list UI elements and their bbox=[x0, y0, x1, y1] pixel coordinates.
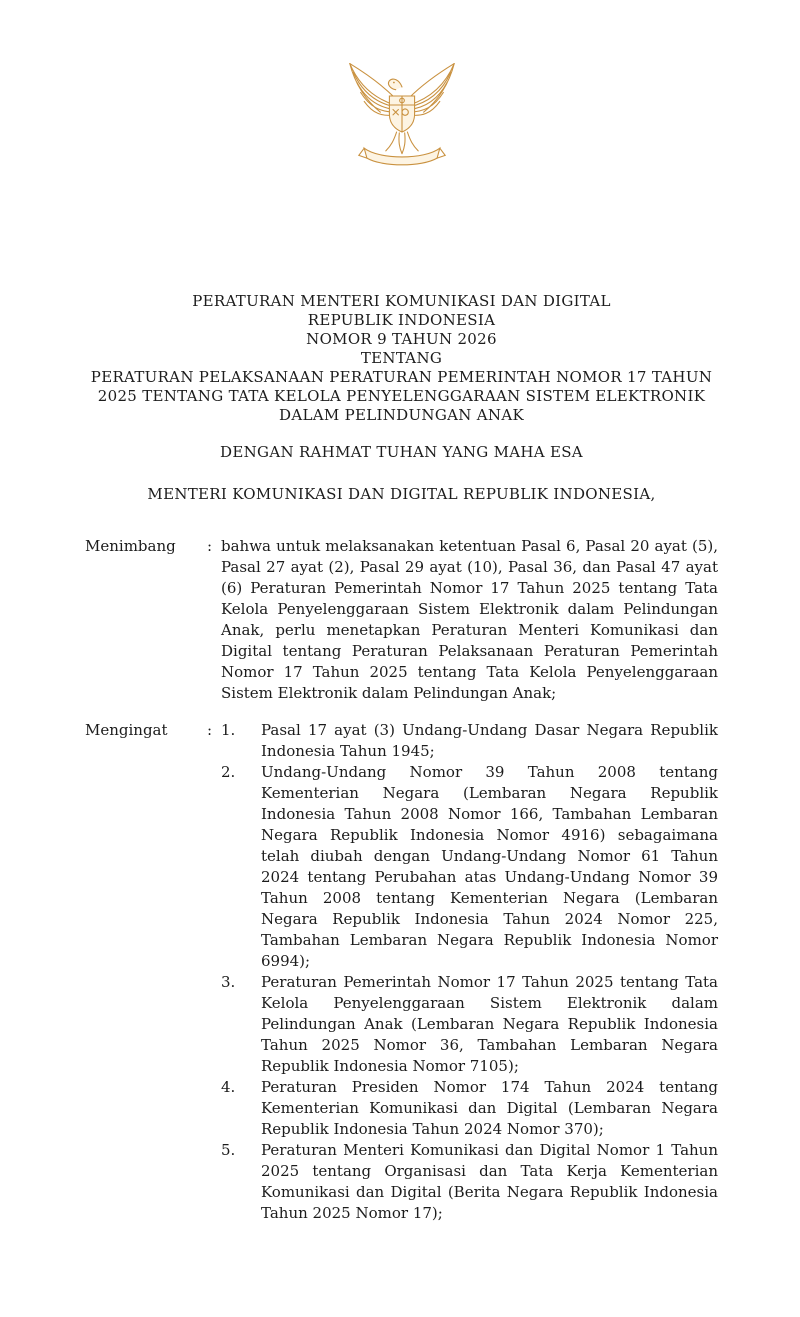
authority-line: MENTERI KOMUNIKASI DAN DIGITAL REPUBLIK INDONESIA, bbox=[147, 485, 656, 503]
legal-basis-item-number: 2. bbox=[221, 763, 236, 781]
mengingat-label-cell bbox=[85, 720, 221, 1224]
title-line-subject-3: DALAM PELINDUNGAN ANAK bbox=[279, 406, 524, 424]
regulation-title bbox=[85, 292, 718, 425]
title-line-tentang: TENTANG bbox=[360, 349, 443, 367]
menimbang-label: Menimbang bbox=[85, 537, 176, 555]
legal-basis-item-text: Pasal 17 ayat (3) Undang-Undang Dasar Negara Republik Indonesia Tahun 1945; bbox=[261, 721, 718, 760]
title-line-subject-1: PERATURAN PELAKSANAAN PERATURAN PEMERINTAH NOMOR 17 TAHUN bbox=[90, 368, 713, 386]
legal-basis-item bbox=[221, 972, 718, 1077]
preamble-section bbox=[85, 536, 718, 1224]
mengingat-row bbox=[85, 720, 718, 1224]
legal-basis-item-text: Peraturan Presiden Nomor 174 Tahun 2024 tentang Kementerian Komunikasi dan Digital (Lembaran Negara Republik Indonesia Tahun 2024 Nomor 370); bbox=[261, 1078, 718, 1138]
legal-basis-item-text: Peraturan Pemerintah Nomor 17 Tahun 2025 tentang Tata Kelola Penyelenggaraan Sistem Elektronik dalam Pelindungan Anak (Lembaran Negara Republik Indonesia Tahun 2025 Nomor 36, Tambahan Lembaran Negara Republik Indonesia Nomor 7105); bbox=[261, 973, 718, 1075]
title-line-ministry: PERATURAN MENTERI KOMUNIKASI DAN DIGITAL bbox=[192, 292, 611, 310]
legal-basis-item-number: 3. bbox=[221, 973, 236, 991]
legal-basis-item-number: 4. bbox=[221, 1078, 236, 1096]
legal-basis-item-text: Undang-Undang Nomor 39 Tahun 2008 tentang Kementerian Negara (Lembaran Negara Republik Indonesia Tahun 2008 Nomor 166, Tambahan Lembaran Negara Republik Indonesia Nomor 4916) sebagaimana telah diubah dengan Undang-Undang Nomor 61 Tahun 2024 tentang Perubahan atas Undang-Undang Nomor 39 Tahun 2008 tentang Kementerian Negara (Lembaran Negara Republik Indonesia Tahun 2024 Nomor 225, Tambahan Lembaran Negara Republik Indonesia Nomor 6994); bbox=[261, 763, 718, 970]
title-line-republic: REPUBLIK INDONESIA bbox=[307, 311, 496, 329]
menimbang-label-cell bbox=[85, 536, 221, 704]
invocation-line: DENGAN RAHMAT TUHAN YANG MAHA ESA bbox=[220, 443, 583, 461]
mengingat-list bbox=[221, 720, 718, 1224]
menimbang-row bbox=[85, 536, 718, 704]
emblem-container bbox=[85, 58, 718, 170]
legal-basis-item-number: 1. bbox=[221, 721, 236, 739]
legal-basis-item-text: Peraturan Menteri Komunikasi dan Digital Nomor 1 Tahun 2025 tentang Organisasi dan Tata Kerja Kementerian Komunikasi dan Digital (Berita Negara Republik Indonesia Tahun 2025 Nomor 17); bbox=[261, 1141, 718, 1222]
legal-basis-item-number: 5. bbox=[221, 1141, 236, 1159]
legal-basis-item bbox=[221, 762, 718, 972]
menimbang-colon: : bbox=[206, 537, 212, 555]
title-line-number: NOMOR 9 TAHUN 2026 bbox=[306, 330, 497, 348]
title-line-subject-2: 2025 TENTANG TATA KELOLA PENYELENGGARAAN SISTEM ELEKTRONIK bbox=[97, 387, 706, 405]
mengingat-colon: : bbox=[206, 721, 212, 739]
legal-basis-item bbox=[221, 720, 718, 762]
mengingat-label: Mengingat bbox=[85, 721, 168, 739]
legal-basis-item bbox=[221, 1077, 718, 1140]
legal-basis-item bbox=[221, 1140, 718, 1224]
menimbang-text: bahwa untuk melaksanakan ketentuan Pasal 6, Pasal 20 ayat (5), Pasal 27 ayat (2), Pasal 29 ayat (10), Pasal 36, dan Pasal 47 ayat (6) Peraturan Pemerintah Nomor 17 Tahun 2025 tentang Tata Kelola Penyelenggaraan Sistem Elektronik dalam Pelindungan Anak, perlu menetapkan Peraturan Menteri Komunikasi dan Digital tentang Peraturan Pelaksanaan Peraturan Pemerintah Nomor 17 Tahun 2025 tentang Tata Kelola Penyelenggaraan Sistem Elektronik dalam Pelindungan Anak; bbox=[221, 537, 718, 702]
garuda-pancasila-icon bbox=[339, 58, 465, 170]
